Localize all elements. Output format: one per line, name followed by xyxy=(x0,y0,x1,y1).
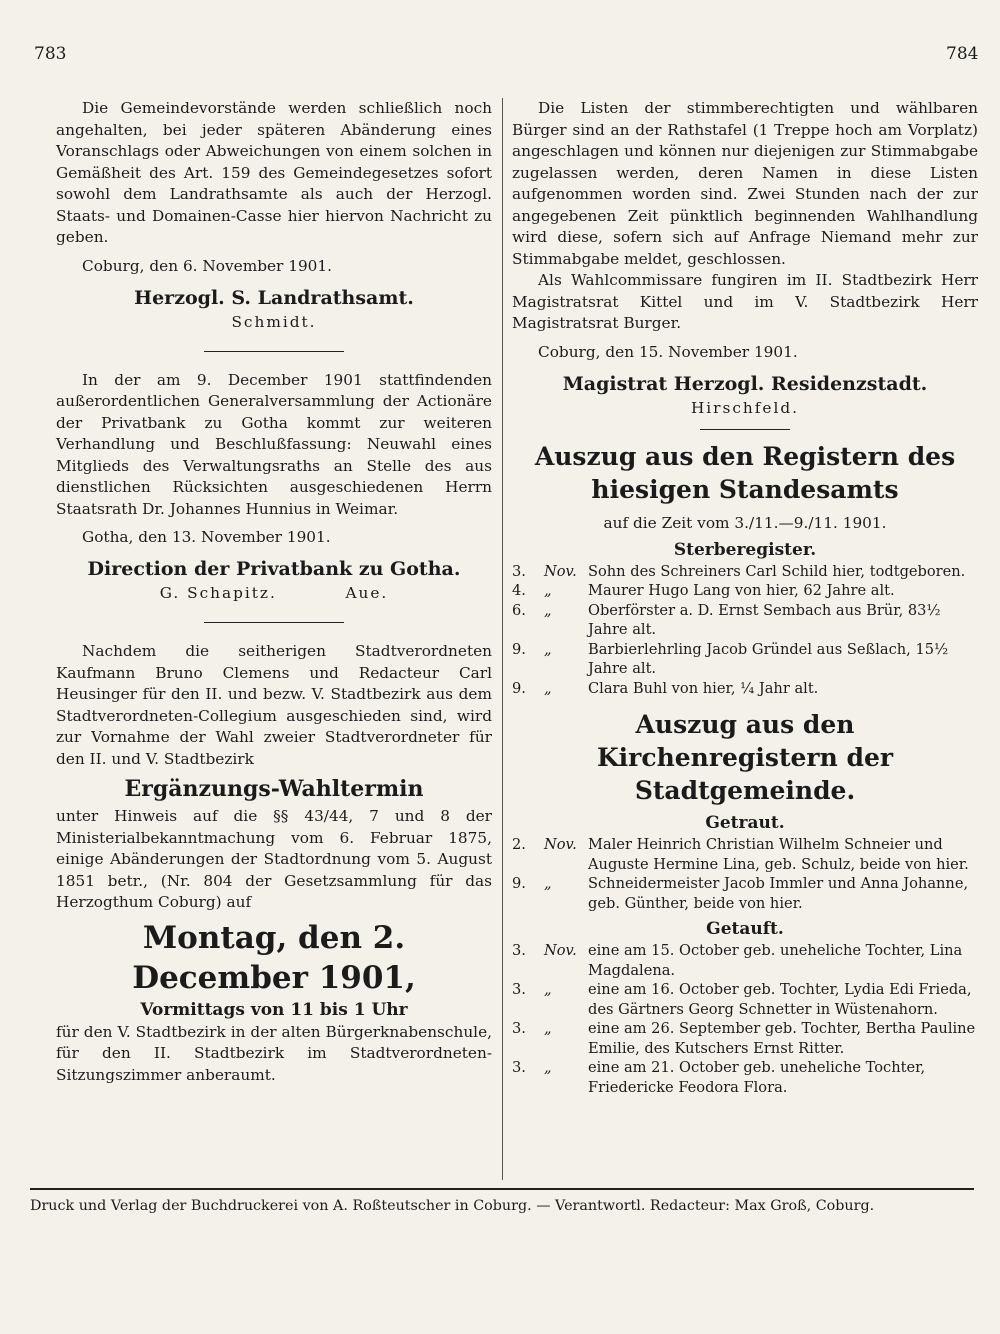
entry-text: Clara Buhl von hier, ¼ Jahr alt. xyxy=(588,679,819,697)
entry-month: „ xyxy=(544,601,552,619)
imprint-footer: Druck und Verlag der Buchdruckerei von A. Roßteutscher in Coburg. — Verantwortl. Redacteur: Max Groß, Coburg. xyxy=(30,1188,974,1216)
entry-month: Nov. xyxy=(544,942,577,959)
notice-paragraph: Die Gemeindevorstände werden schließlich noch angehalten, bei jeder späteren Abänderung eines Voranschlags oder Abweichungen von einem solchen in Gemäßheit des Art. 159 des Gemeindegesetzes sofort sowohl dem Landrathsamte als auch der Herzogl. Staats- und Domainen-Casse hier hiervon Nachricht zu geben. xyxy=(56,99,492,246)
entry-month: „ xyxy=(544,582,552,599)
entry-day: 3. xyxy=(512,942,526,959)
entry-day: 3. xyxy=(512,562,526,580)
entry-text: Maler Heinrich Christian Wilhelm Schneier und Auguste Hermine Lina, geb. Schulz, beide von hier. xyxy=(588,836,969,873)
entry-month: „ xyxy=(544,1020,552,1037)
commissioner-paragraph: Als Wahlcommissare fungiren im II. Stadtbezirk Herr Magistratsrat Kittel und im V. Stadtbezirk Herr Magistratsrat Burger. xyxy=(512,271,978,332)
entry-day: 9. xyxy=(512,640,526,658)
entry-text: Schneidermeister Jacob Immler und Anna Johanne, geb. Günther, beide von hier. xyxy=(588,875,969,912)
divider-rule xyxy=(204,351,344,352)
death-register-title: Sterberegister. xyxy=(673,539,817,560)
notice-date: Coburg, den 6. November 1901. xyxy=(82,256,333,275)
notice-signature-name: Schmidt. xyxy=(231,312,317,331)
death-register-list xyxy=(512,562,978,699)
entry-text: eine am 26. September geb. Tochter, Bertha Pauline Emilie, des Kutschers Ernst Ritter. xyxy=(588,1020,976,1057)
marriage-register-title: Getraut. xyxy=(705,813,785,833)
election-paragraph: Nachdem die seitherigen Stadtverordneten Kaufmann Bruno Clemens und Redacteur Carl Heusinger für den II. und bezw. V. Stadtbezirk aus dem Stadtverordneten-Collegium ausgeschieden sind, wird zur Vornahme der Wahl zweier Stadtverordneter für den II. und V. Stadtbezirk xyxy=(56,642,492,768)
entry-day: 9. xyxy=(512,875,526,892)
entry-month: „ xyxy=(544,981,552,998)
entry-month: „ xyxy=(544,679,552,697)
election-location-paragraph: für den V. Stadtbezirk in der alten Bürgerknabenschule, für den II. Stadtbezirk im Stadtverordneten-Sitzungszimmer anberaumt. xyxy=(56,1022,492,1084)
entry-text: Oberförster a. D. Ernst Sembach aus Brür, 83½ Jahre alt. xyxy=(588,601,941,638)
notice-signature-office: Herzogl. S. Landrathsamt. xyxy=(134,286,414,309)
entry-month: „ xyxy=(544,875,552,892)
right-column xyxy=(512,98,978,1097)
bank-signature-names: G. Schapitz. Aue. xyxy=(159,584,389,602)
bank-signature-office: Direction der Privatbank zu Gotha. xyxy=(87,558,461,580)
voter-list-paragraph: Die Listen der stimmberechtigten und wählbaren Bürger sind an der Rathstafel (1 Treppe hoch am Vorplatz) angeschlagen und können nur diejenigen zur Stimmabgabe zugelassen werden, deren Namen in diese Listen aufgenommen worden sind. Zwei Stunden nach der zur angegebenen Zeit pünktlich beginnenden Wahlhandlung wird diese, sofern sich auf Anfrage Niemand mehr zur Stimmabgabe meldet, geschlossen. xyxy=(512,99,978,268)
magistrate-signature-office: Magistrat Herzogl. Residenzstadt. xyxy=(562,372,928,395)
entry-day: 3. xyxy=(512,1059,526,1076)
registry-heading: Auszug aus den Registern des hiesigen Standesamts xyxy=(534,441,956,504)
election-date: Montag, den 2. December 1901, xyxy=(132,919,416,996)
entry-day: 2. xyxy=(512,836,526,853)
page-number-right: 784 xyxy=(946,44,979,64)
church-registry-heading: Auszug aus den Kirchenregistern der Stadtgemeinde. xyxy=(596,710,894,805)
column-divider xyxy=(502,98,503,1180)
entry-text: eine am 16. October geb. Tochter, Lydia Edi Frieda, des Gärtners Georg Schnetter in Wüstenahorn. xyxy=(588,981,972,1018)
registry-period: auf die Zeit vom 3./11.—9./11. 1901. xyxy=(603,513,887,532)
entry-day: 6. xyxy=(512,601,526,619)
entry-day: 3. xyxy=(512,1020,526,1037)
entry-day: 4. xyxy=(512,582,526,599)
entry-text: eine am 15. October geb. uneheliche Tochter, Lina Magdalena. xyxy=(588,942,963,979)
baptism-register-title: Getauft. xyxy=(706,919,784,939)
entry-text: Sohn des Schreiners Carl Schild hier, todtgeboren. xyxy=(588,562,966,580)
entry-month: Nov. xyxy=(544,562,577,580)
page-number-left: 783 xyxy=(34,44,67,64)
entry-month: „ xyxy=(544,1059,552,1076)
bank-notice-paragraph: In der am 9. December 1901 stattfindenden außerordentlichen Generalversammlung der Actionäre der Privatbank zu Gotha kommt zur weiteren Verhandlung und Beschlußfassung: Neuwahl eines Mitglieds des Verwaltungsraths an Stelle des aus dienstlichen Rücksichten ausgeschiedenen Herrn Staatsrath Dr. Johannes Hunnius in Weimar. xyxy=(56,370,492,518)
entry-day: 3. xyxy=(512,981,526,998)
bank-notice-date: Gotha, den 13. November 1901. xyxy=(82,528,331,546)
election-heading: Ergänzungs-Wahltermin xyxy=(124,776,424,802)
entry-text: eine am 21. October geb. uneheliche Tochter, Friedericke Feodora Flora. xyxy=(588,1059,926,1096)
magistrate-signature-name: Hirschfeld. xyxy=(690,398,800,417)
entry-day: 9. xyxy=(512,679,526,697)
divider-rule xyxy=(700,429,790,430)
election-time: Vormittags von 11 bis 1 Uhr xyxy=(140,999,408,1020)
divider-rule xyxy=(204,622,344,623)
left-column xyxy=(56,98,492,1086)
magistrate-date: Coburg, den 15. November 1901. xyxy=(538,342,798,361)
entry-month: „ xyxy=(544,640,552,658)
election-reference-paragraph: unter Hinweis auf die §§ 43/44, 7 und 8 der Ministerialbekanntmachung vom 6. Februar 1875, einige Abänderungen der Stadtordnung vom 5. August 1851 betr., (Nr. 804 der Gesetzsammlung für das Herzogthum Coburg) auf xyxy=(56,807,492,911)
baptism-register-list xyxy=(512,941,978,1097)
entry-text: Barbierlehrling Jacob Gründel aus Seßlach, 15½ Jahre alt. xyxy=(588,640,949,677)
marriage-register-list xyxy=(512,835,978,913)
entry-text: Maurer Hugo Lang von hier, 62 Jahre alt. xyxy=(588,582,895,599)
entry-month: Nov. xyxy=(544,836,577,853)
